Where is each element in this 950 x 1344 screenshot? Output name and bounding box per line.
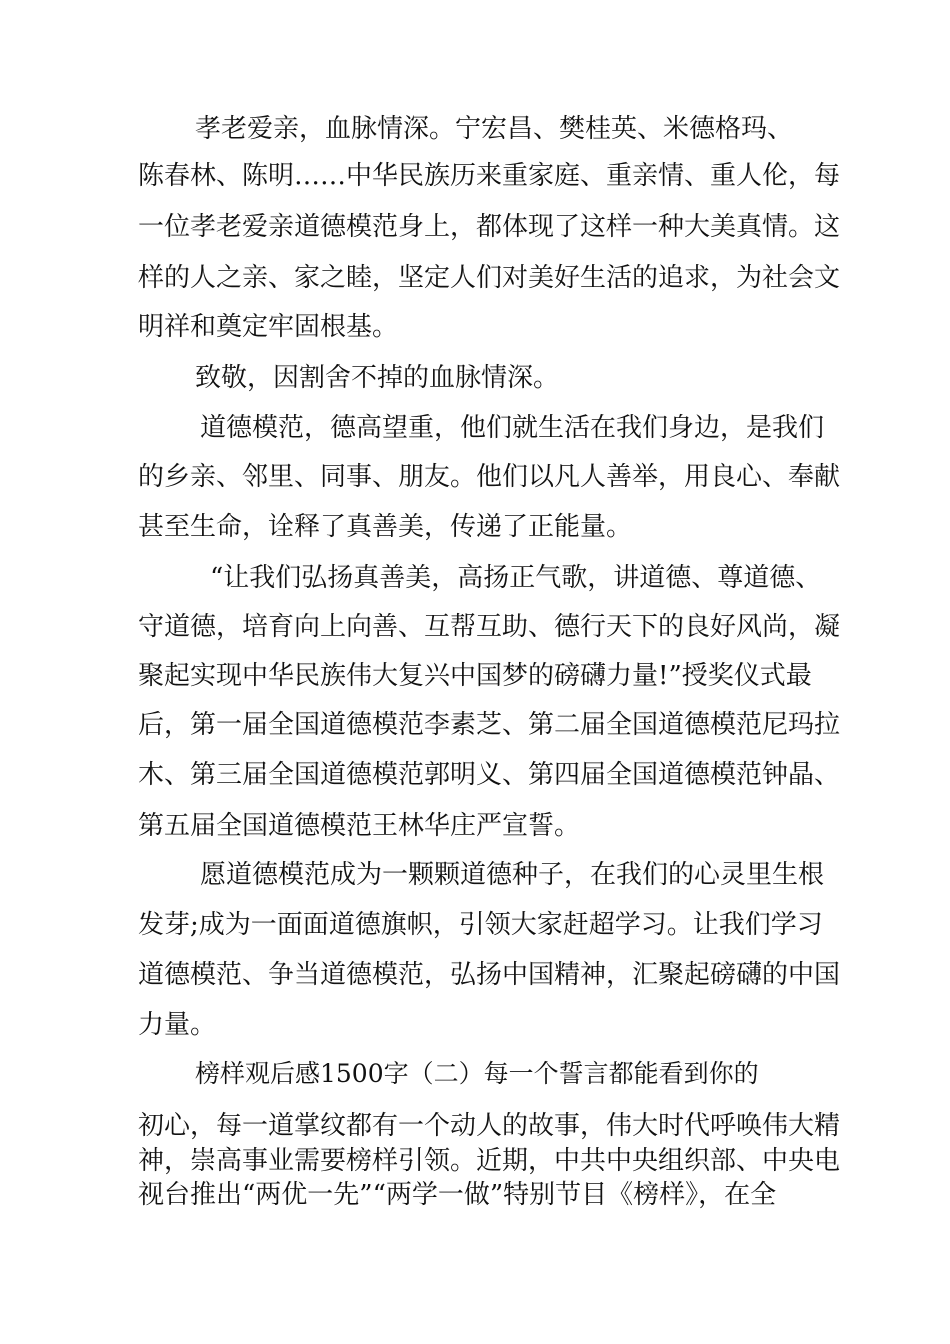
paragraph-3-line-3: 甚至生命，诠释了真善美，传递了正能量。 [138,512,633,542]
paragraph-5-line-1: 愿道德模范成为一颗颗道德种子，在我们的心灵里生根 [200,860,825,890]
paragraph-2-line-1: 致敬，因割舍不掉的血脉情深。 [195,363,560,393]
paragraph-1-line-2: 陈春林、陈明……中华民族历来重家庭、重亲情、重人伦，每 [138,161,841,191]
paragraph-5-line-3: 道德模范、争当道德模范，弘扬中国精神，汇聚起磅礴的中国 [138,960,841,990]
paragraph-3-line-1: 道德模范，德高望重，他们就生活在我们身边，是我们 [200,413,825,443]
paragraph-4-line-3: 聚起实现中华民族伟大复兴中国梦的磅礴力量!”授奖仪式最 [138,661,812,691]
paragraph-6-line-3: 视台推出“两优一先”“两学一做”特别节目《榜样》，在全 [138,1180,777,1210]
paragraph-6-line-1: 初心，每一道掌纹都有一个动人的故事，伟大时代呼唤伟大精 [138,1111,841,1141]
paragraph-4-line-1: “让我们弘扬真善美，高扬正气歌，讲道德、尊道德、 [210,563,822,593]
section-heading-line: 榜样观后感1500字（二）每一个誓言都能看到你的 [195,1059,759,1088]
paragraph-5-line-4: 力量。 [138,1010,217,1040]
paragraph-4-line-5: 木、第三届全国道德模范郭明义、第四届全国道德模范钟晶、 [138,760,841,790]
paragraph-1-line-4: 样的人之亲、家之睦，坚定人们对美好生活的追求，为社会文 [138,263,841,293]
paragraph-1-line-5: 明祥和奠定牢固根基。 [138,312,399,342]
paragraph-4-line-6: 第五届全国道德模范王林华庄严宣誓。 [138,811,581,841]
paragraph-4-line-4: 后，第一届全国道德模范李素芝、第二届全国道德模范尼玛拉 [138,710,841,740]
paragraph-5-line-2: 发芽;成为一面面道德旗帜，引领大家赶超学习。让我们学习 [138,910,823,940]
paragraph-6-line-2: 神，崇高事业需要榜样引领。近期，中共中央组织部、中央电 [138,1146,841,1176]
paragraph-1-line-1: 孝老爱亲，血脉情深。宁宏昌、樊桂英、米德格玛、 [195,114,794,144]
paragraph-1-line-3: 一位孝老爱亲道德模范身上，都体现了这样一种大美真情。这 [138,212,841,242]
paragraph-4-line-2: 守道德，培育向上向善、互帮互助、德行天下的良好风尚，凝 [138,612,841,642]
paragraph-3-line-2: 的乡亲、邻里、同事、朋友。他们以凡人善举，用良心、奉献 [138,462,841,492]
